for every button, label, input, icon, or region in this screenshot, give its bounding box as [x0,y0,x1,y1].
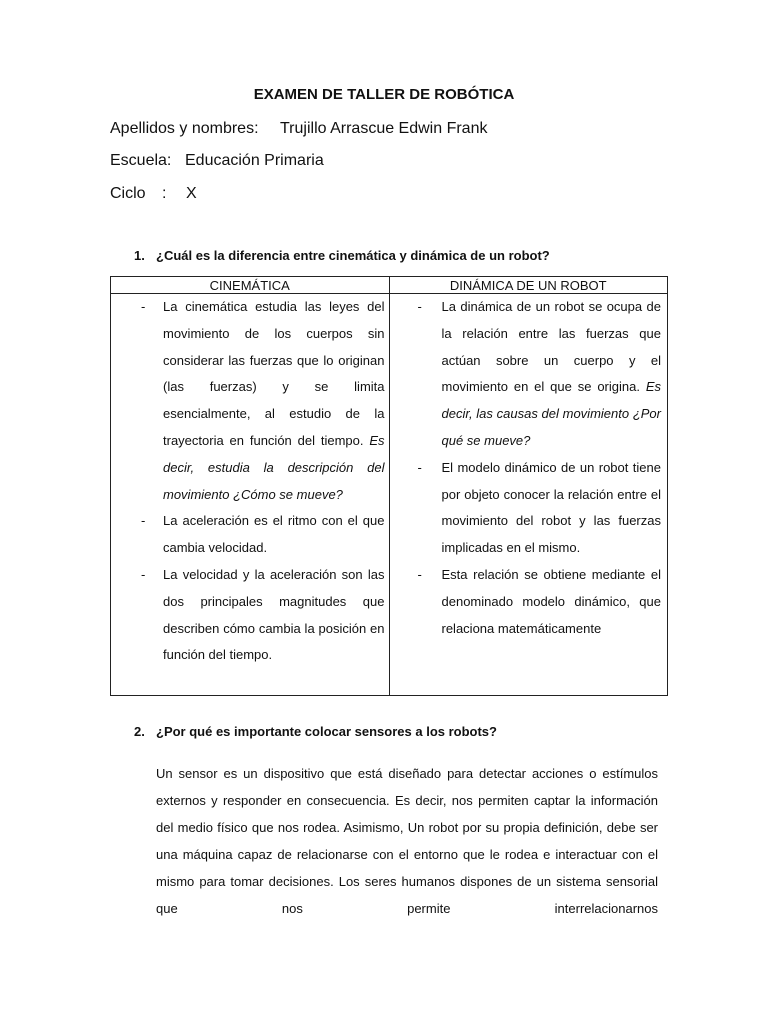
list-item [111,508,389,562]
list-item [390,562,668,642]
kinematics-cell [111,294,390,696]
list-item-text: La velocidad y la aceleración son las dos principales magnitudes que describen cómo cambia la posición en función del tiempo. [163,566,385,663]
header-kinematics: CINEMÁTICA [111,277,390,294]
bullet-dash: - [141,566,146,582]
question-text: ¿Cuál es la diferencia entre cinemática y dinámica de un robot? [156,248,550,263]
question-number: 2. [134,724,145,739]
cycle-line [110,185,197,203]
list-item-text: La dinámica de un robot se ocupa de la relación entre las fuerzas que actúan sobre un cuerpo y el movimiento en el que se origina. [441,299,661,395]
list-item-text: El modelo dinámico de un robot tiene por objeto conocer la relación entre el movimiento del robot y las fuerzas implicadas en el mismo. [441,459,661,556]
list-item-text: La cinemática estudia las leyes del movimiento de los cuerpos sin considerar las fuerzas que lo originan (las fuerzas) y se limita esencialmente, al estudio de la trayectoria en función del tiempo. [163,299,385,448]
kinematics-list [111,294,389,669]
list-item [390,294,668,455]
list-item-text: Esta relación se obtiene mediante el denominado modelo dinámico, que relaciona matemáticamente [441,566,661,636]
answer-2-paragraph: Un sensor es un dispositivo que está diseñado para detectar acciones o estímulos externos y responder en consecuencia. Es decir, nos permiten captar la información del medio físico que nos rodea. Asimismo, Un robot por su propia definición, debe ser una máquina capaz de relacionarse con el entorno que le rodea e interactuar con el mismo para tomar decisiones. Los seres humanos dispones de un sistema sensorial que nos permite interrelacionarnos [156,766,658,916]
comparison-table [110,276,668,696]
question-number: 1. [134,248,145,263]
list-item [390,455,668,562]
bullet-dash: - [417,566,422,582]
list-item [111,294,389,508]
question-text: ¿Por qué es importante colocar sensores a los robots? [156,724,497,739]
bullet-dash: - [141,513,146,529]
cycle-value: X [186,185,197,202]
cycle-separator: : [162,185,167,202]
school-value: Educación Primaria [185,152,324,169]
school-line [110,152,324,170]
dynamics-list [390,294,668,642]
list-item-text: La aceleración es el ritmo con el que cambia velocidad. [163,513,385,556]
name-label: Apellidos y nombres: [110,120,259,137]
name-value: Trujillo Arrascue Edwin Frank [280,120,488,137]
question-1 [134,248,550,263]
cycle-label: Ciclo [110,185,146,202]
header-dynamics: DINÁMICA DE UN ROBOT [389,277,668,294]
school-label: Escuela: [110,152,172,169]
table-header-row [111,277,668,294]
name-line [110,120,487,138]
dynamics-cell [389,294,668,696]
list-item-emphasis: Es decir, las causas del movimiento ¿Por qué se mueve? [441,379,661,448]
list-item [111,562,389,669]
table-row [111,294,668,696]
bullet-dash: - [417,459,422,475]
question-2 [134,724,497,739]
bullet-dash: - [141,299,146,314]
list-item-emphasis: Es decir, estudia la descripción del movimiento ¿Cómo se mueve? [163,432,385,502]
bullet-dash: - [417,299,422,314]
exam-title: EXAMEN DE TALLER DE ROBÓTICA [253,86,515,103]
